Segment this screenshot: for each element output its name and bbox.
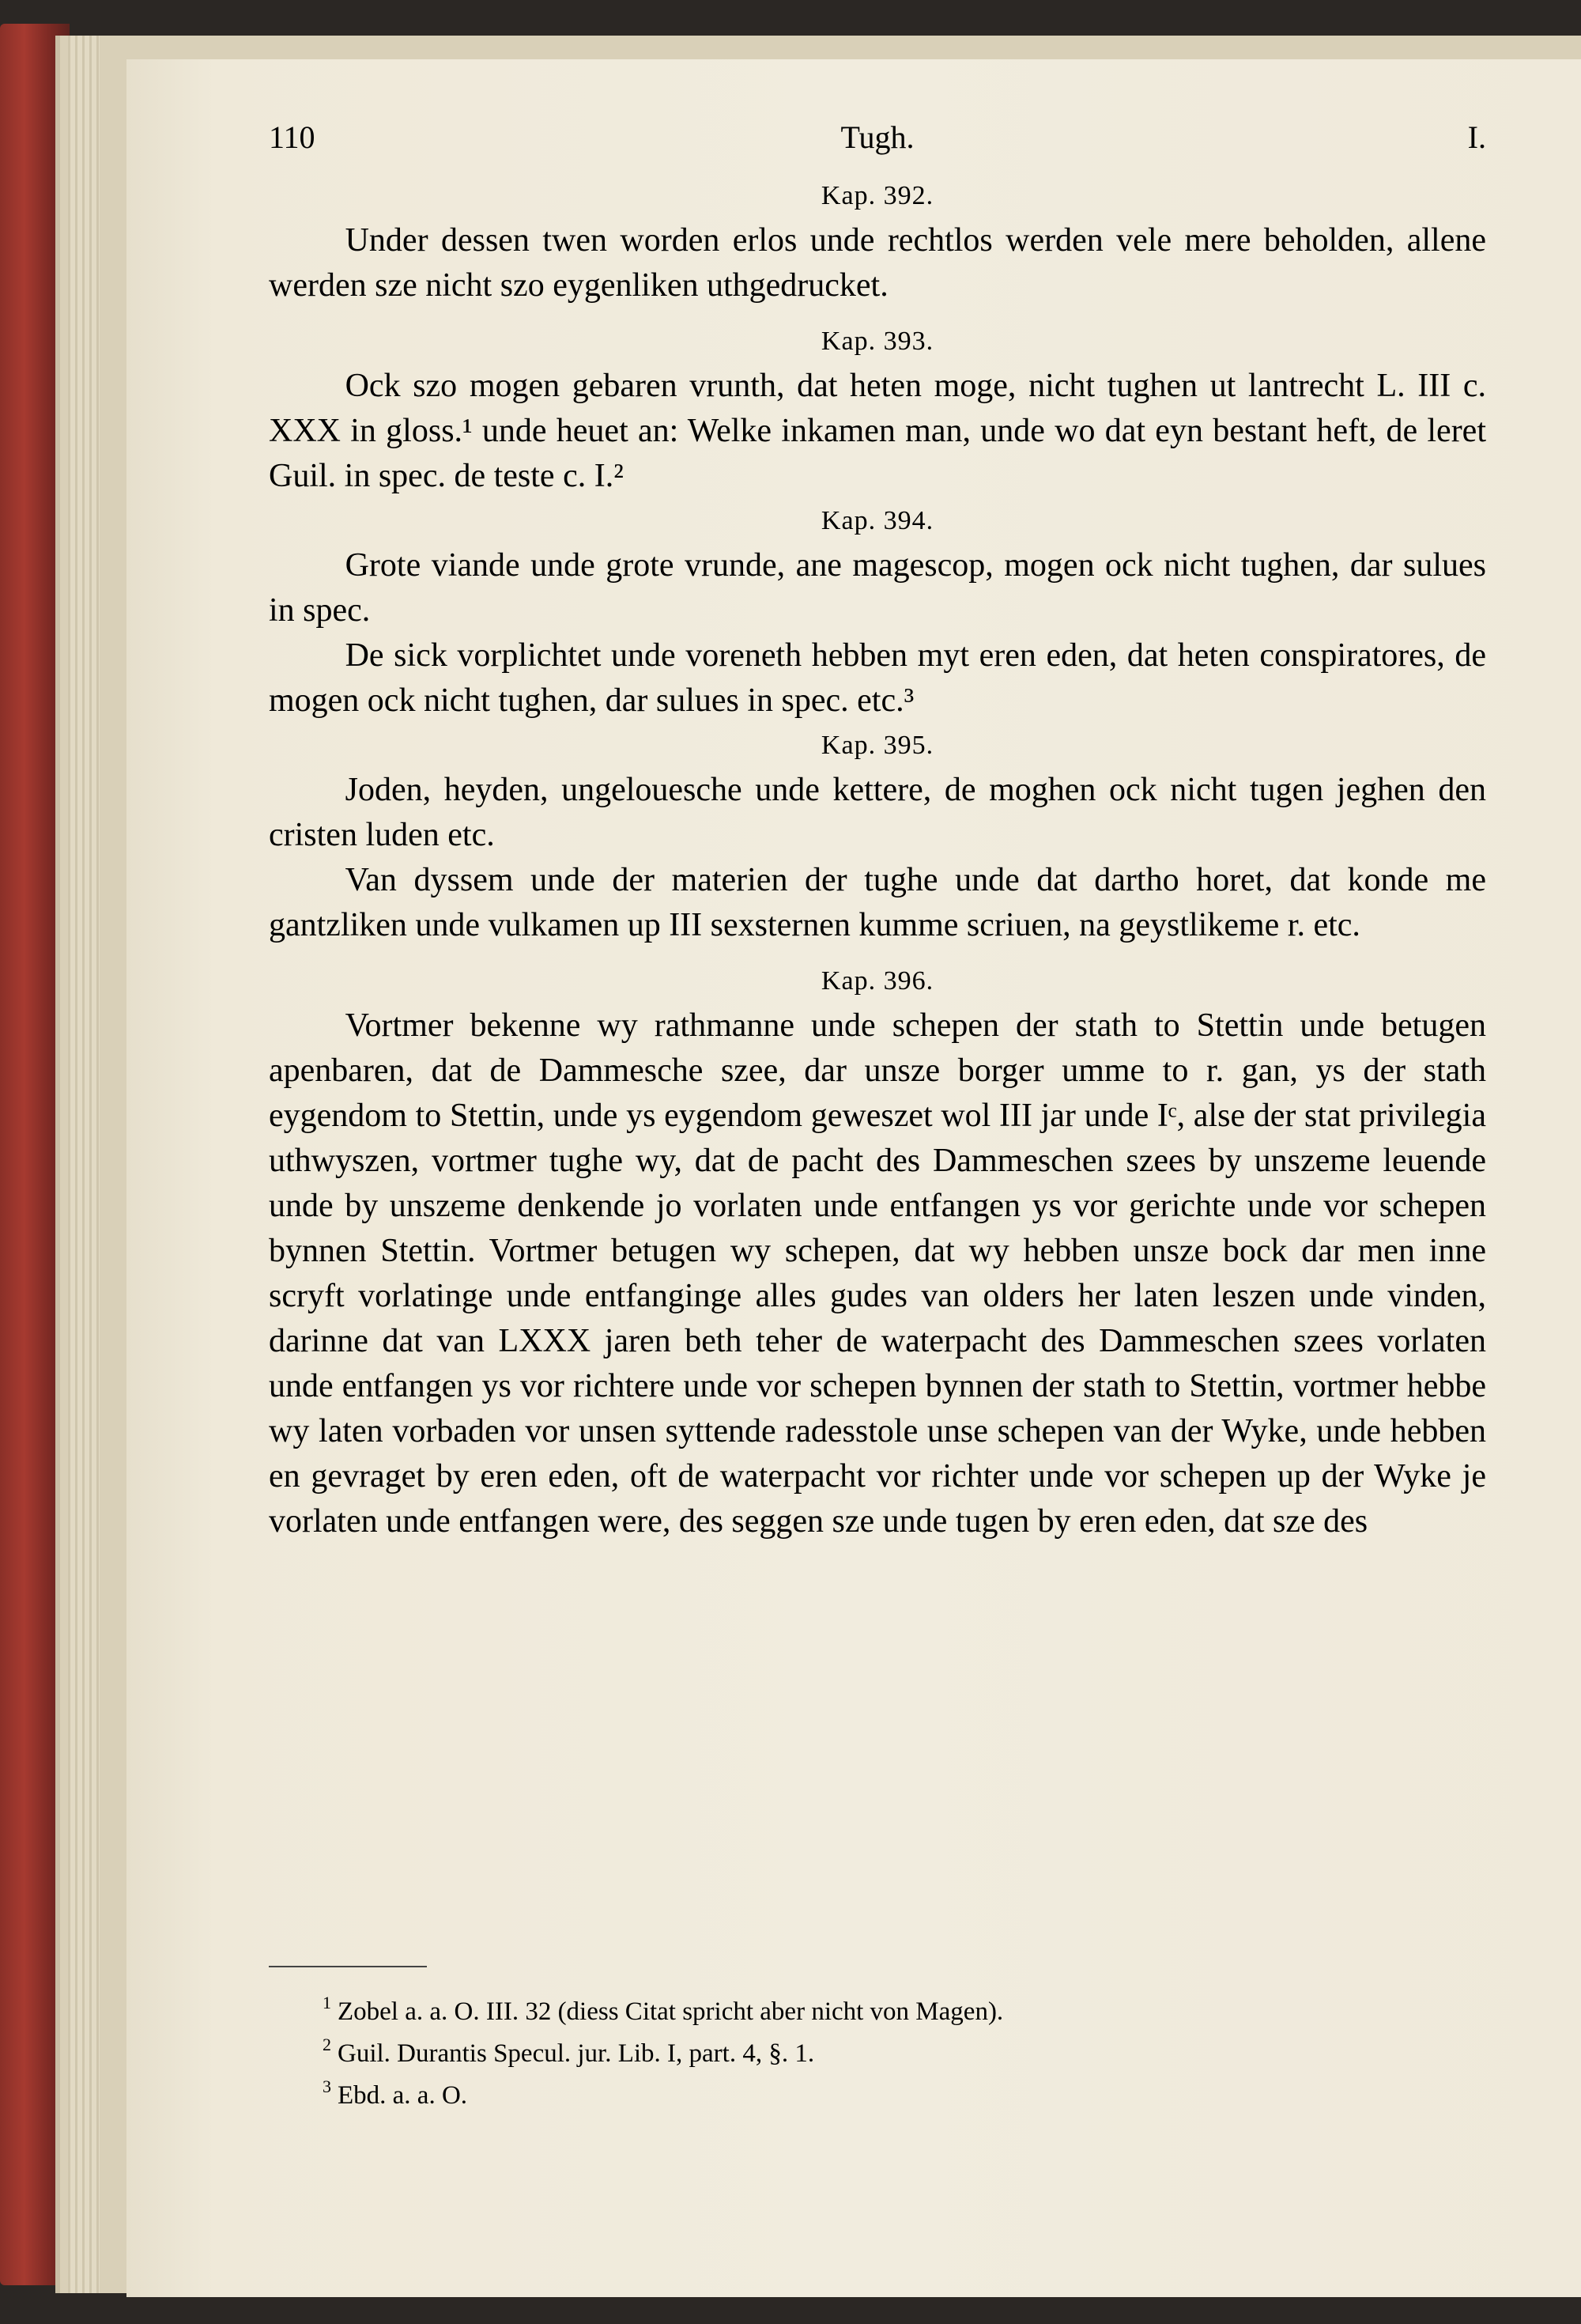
footnotes — [269, 1986, 1486, 2112]
chapter-heading: Kap. 392. — [821, 181, 934, 210]
body-text — [269, 174, 1486, 1544]
footnote-separator — [269, 1966, 427, 1967]
paragraph: Grote viande unde grote vrunde, ane magescop, mogen ock nicht tughen, dar sulues in spec. — [269, 547, 1486, 629]
volume-number: I. — [1467, 119, 1486, 155]
running-title: Tugh. — [840, 119, 915, 155]
footnote — [269, 2070, 1486, 2112]
chapter-heading: Kap. 394. — [821, 506, 934, 535]
paragraph: Vortmer bekenne wy rathmanne unde schepen der stath to Stettin unde betugen apenbaren, dat de Dammesche szee, dar unsze borger umme to r. gan, ys der stath eygendom to Stettin, unde ys eygendom geweszet wol III jar unde Iᶜ, alse der stat privilegia uthwyszen, vortmer tughe wy, dat de pacht des Dammeschen szees by unszeme leuende unde by unszeme denkende jo vorlaten unde entfangen ys vor gerichte unde vor schepen bynnen Stettin. Vortmer betugen wy schepen, dat wy hebben unsze bock dar men inne scryft vorlatinge unde entfanginge alles gudes van olders her laten leszen unde vinden, darinne dat van LXXX jaren beth teher de waterpacht des Dammeschen szees vorlaten unde entfangen ys vor richtere unde vor schepen bynnen der stath to Stettin, vortmer hebbe wy laten vorbaden vor unsen syttende radesstole unse schepen van der Wyke, unde hebben en gevraget by eren eden, oft de waterpacht vor richter unde vor schepen up der Wyke je vorlaten unde entfangen were, des seggen sze unde tugen by eren eden, dat sze des — [269, 1007, 1486, 1540]
footnote-mark: 1 — [323, 1993, 331, 2012]
paragraph: Joden, heyden, ungelouesche unde kettere, de moghen ock nicht tugen jeghen den cristen luden etc. — [269, 772, 1486, 853]
footnote-text: Ebd. a. a. O. — [338, 2081, 468, 2110]
paragraph: Van dyssem unde der materien der tughe unde dat dartho horet, dat konde me gantzliken unde vulkamen up III sexsternen kumme scriuen, na geystlikeme r. etc. — [269, 862, 1486, 943]
paragraph: Ock szo mogen gebaren vrunth, dat heten moge, nicht tughen ut lantrecht L. III c. XXX in gloss.¹ unde heuet an: Welke inkamen man, unde wo dat eyn bestant heft, de leret Guil. in spec. de teste c. I.² — [269, 368, 1486, 494]
footnote — [269, 1986, 1486, 2028]
page-header — [269, 119, 1486, 166]
footnote-mark: 3 — [323, 2076, 331, 2096]
footnote-mark: 2 — [323, 2035, 331, 2054]
chapter-heading: Kap. 393. — [821, 327, 934, 356]
footnote-text: Zobel a. a. O. III. 32 (diess Citat spricht aber nicht von Magen). — [338, 1997, 1004, 2026]
paragraph: De sick vorplichtet unde voreneth hebben myt eren eden, dat heten conspiratores, de mogen ock nicht tughen, dar sulues in spec. etc.³ — [269, 637, 1486, 719]
chapter-heading: Kap. 395. — [821, 731, 934, 760]
page-number: 110 — [269, 119, 315, 155]
footnote — [269, 2028, 1486, 2070]
chapter-heading: Kap. 396. — [821, 966, 934, 996]
footnote-text: Guil. Durantis Specul. jur. Lib. I, part. 4, §. 1. — [338, 2039, 815, 2068]
paragraph: Under dessen twen worden erlos unde rechtlos werden vele mere beholden, allene werden sze nicht szo eygenliken uthgedrucket. — [269, 222, 1486, 304]
